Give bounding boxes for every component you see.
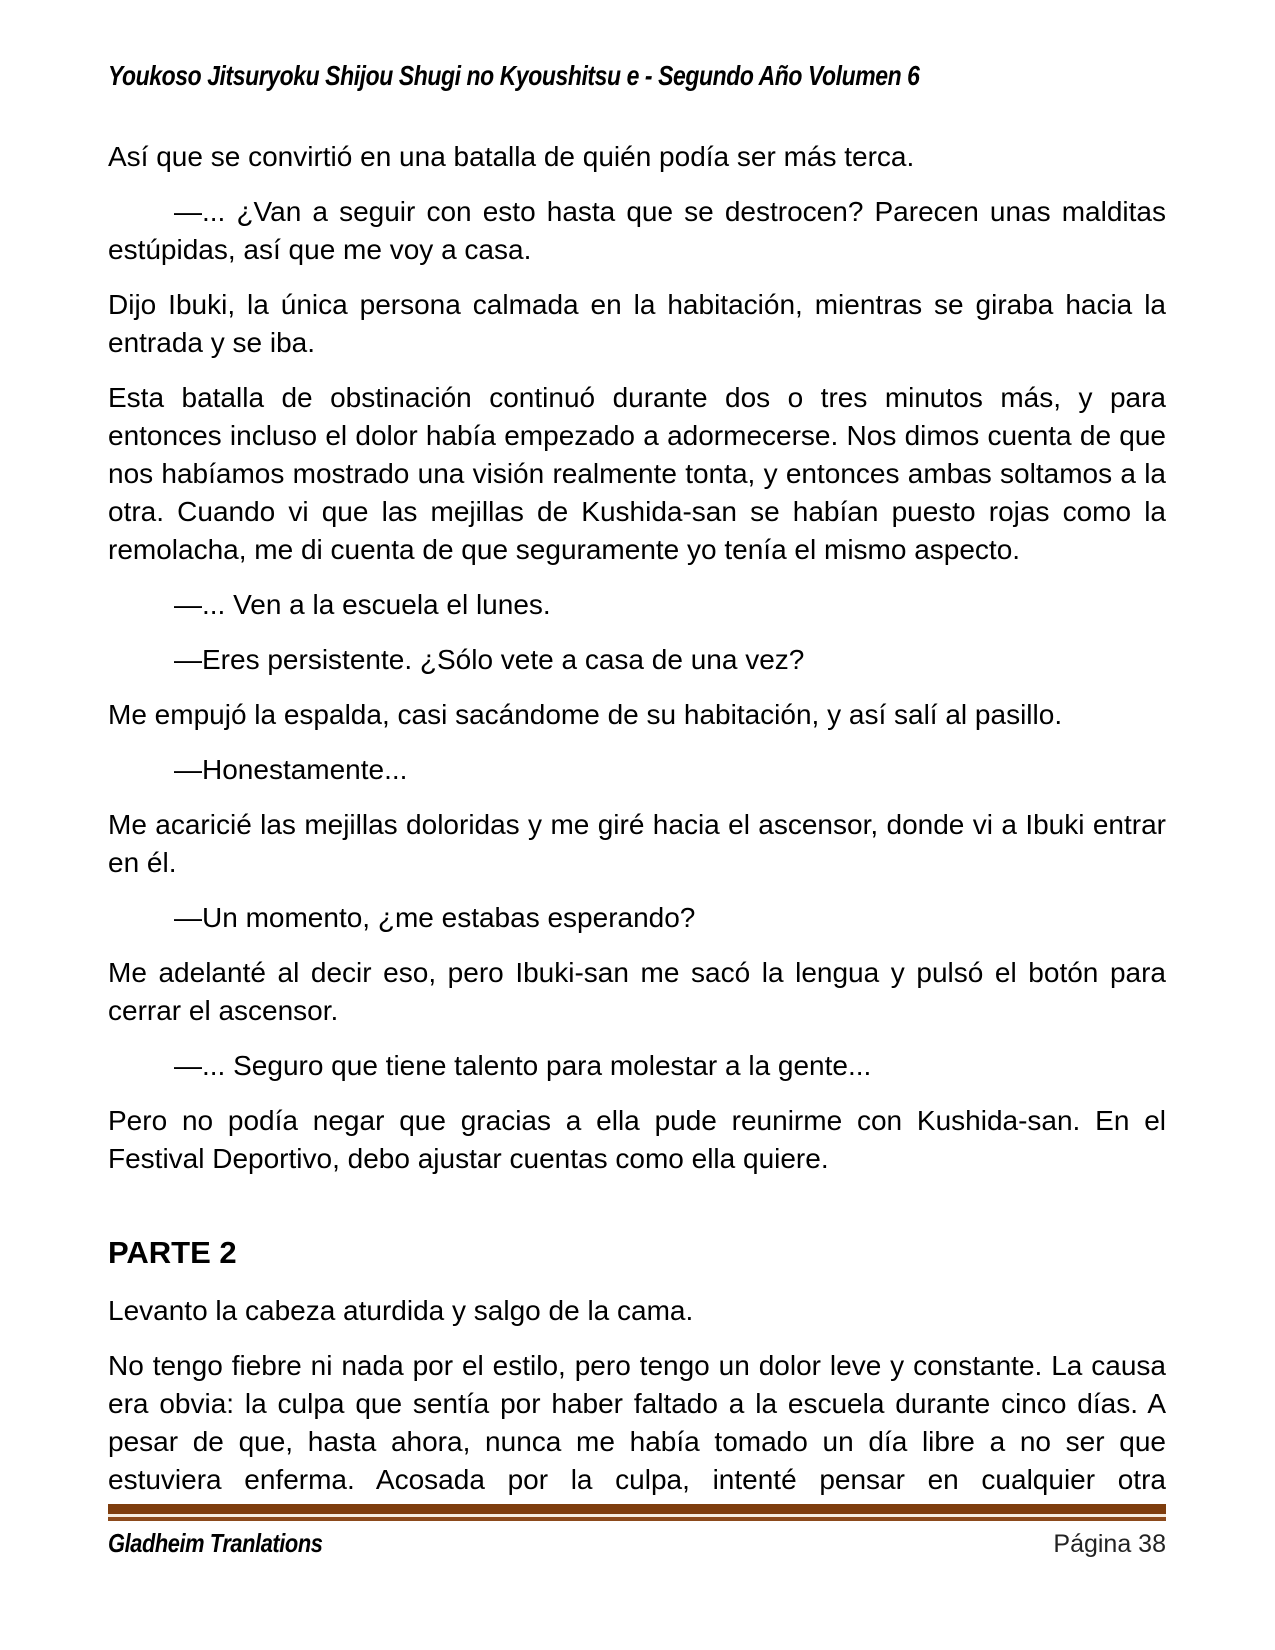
footer-page-number: Página 38 xyxy=(1053,1530,1166,1558)
page-header xyxy=(108,60,1167,92)
paragraph: Me acaricié las mejillas doloridas y me giré hacia el ascensor, donde vi a Ibuki entrar en él. xyxy=(108,809,1166,878)
paragraph: Me empujó la espalda, casi sacándome de su habitación, y así salí al pasillo. xyxy=(108,699,1063,730)
page-footer xyxy=(108,1504,1166,1559)
paragraph: No tengo fiebre ni nada por el estilo, pero tengo un dolor leve y constante. La causa era obvia: la culpa que sentía por haber faltado a la escuela durante cinco días. A pesar de que, hasta ahora, nunca me había tomado un día libre a no ser que estuviera enferma. Acosada por la culpa, intenté pensar en cualquier otra xyxy=(108,1350,1166,1495)
footer-row xyxy=(108,1528,1166,1559)
paragraph: —Eres persistente. ¿Sólo vete a casa de una vez? xyxy=(174,644,805,675)
paragraph: Así que se convirtió en una batalla de quién podía ser más terca. xyxy=(108,141,915,172)
paragraph: —Un momento, ¿me estabas esperando? xyxy=(174,902,696,933)
header-title: Youkoso Jitsuryoku Shijou Shugi no Kyoushitsu e - Segundo Año Volumen 6 xyxy=(108,60,920,91)
paragraph: Esta batalla de obstinación continuó durante dos o tres minutos más, y para entonces incluso el dolor había empezado a adormecerse. Nos dimos cuenta de que nos habíamos mostrado una visión realmente tonta, y entonces ambas soltamos a la otra. Cuando vi que las mejillas de Kushida-san se habían puesto rojas como la remolacha, me di cuenta de que seguramente yo tenía el mismo aspecto. xyxy=(108,382,1166,565)
section-heading: PARTE 2 xyxy=(108,1235,237,1270)
paragraph: —Honestamente... xyxy=(174,754,408,785)
paragraph: Me adelanté al decir eso, pero Ibuki-san me sacó la lengua y pulsó el botón para cerrar el ascensor. xyxy=(108,957,1166,1026)
paragraph: Levanto la cabeza aturdida y salgo de la cama. xyxy=(108,1295,694,1326)
paragraph: —... Ven a la escuela el lunes. xyxy=(174,589,551,620)
footer-rule xyxy=(108,1504,1166,1521)
paragraph: —... Seguro que tiene talento para molestar a la gente... xyxy=(174,1050,872,1081)
document-body xyxy=(108,138,1166,1500)
paragraph: —... ¿Van a seguir con esto hasta que se destrocen? Parecen unas malditas estúpidas, así que me voy a casa. xyxy=(108,196,1166,265)
footer-brand: Gladheim Tranlations xyxy=(108,1528,323,1558)
paragraph: Pero no podía negar que gracias a ella pude reunirme con Kushida-san. En el Festival Deportivo, debo ajustar cuentas como ella quiere. xyxy=(108,1105,1166,1174)
paragraph: Dijo Ibuki, la única persona calmada en la habitación, mientras se giraba hacia la entrada y se iba. xyxy=(108,289,1166,358)
